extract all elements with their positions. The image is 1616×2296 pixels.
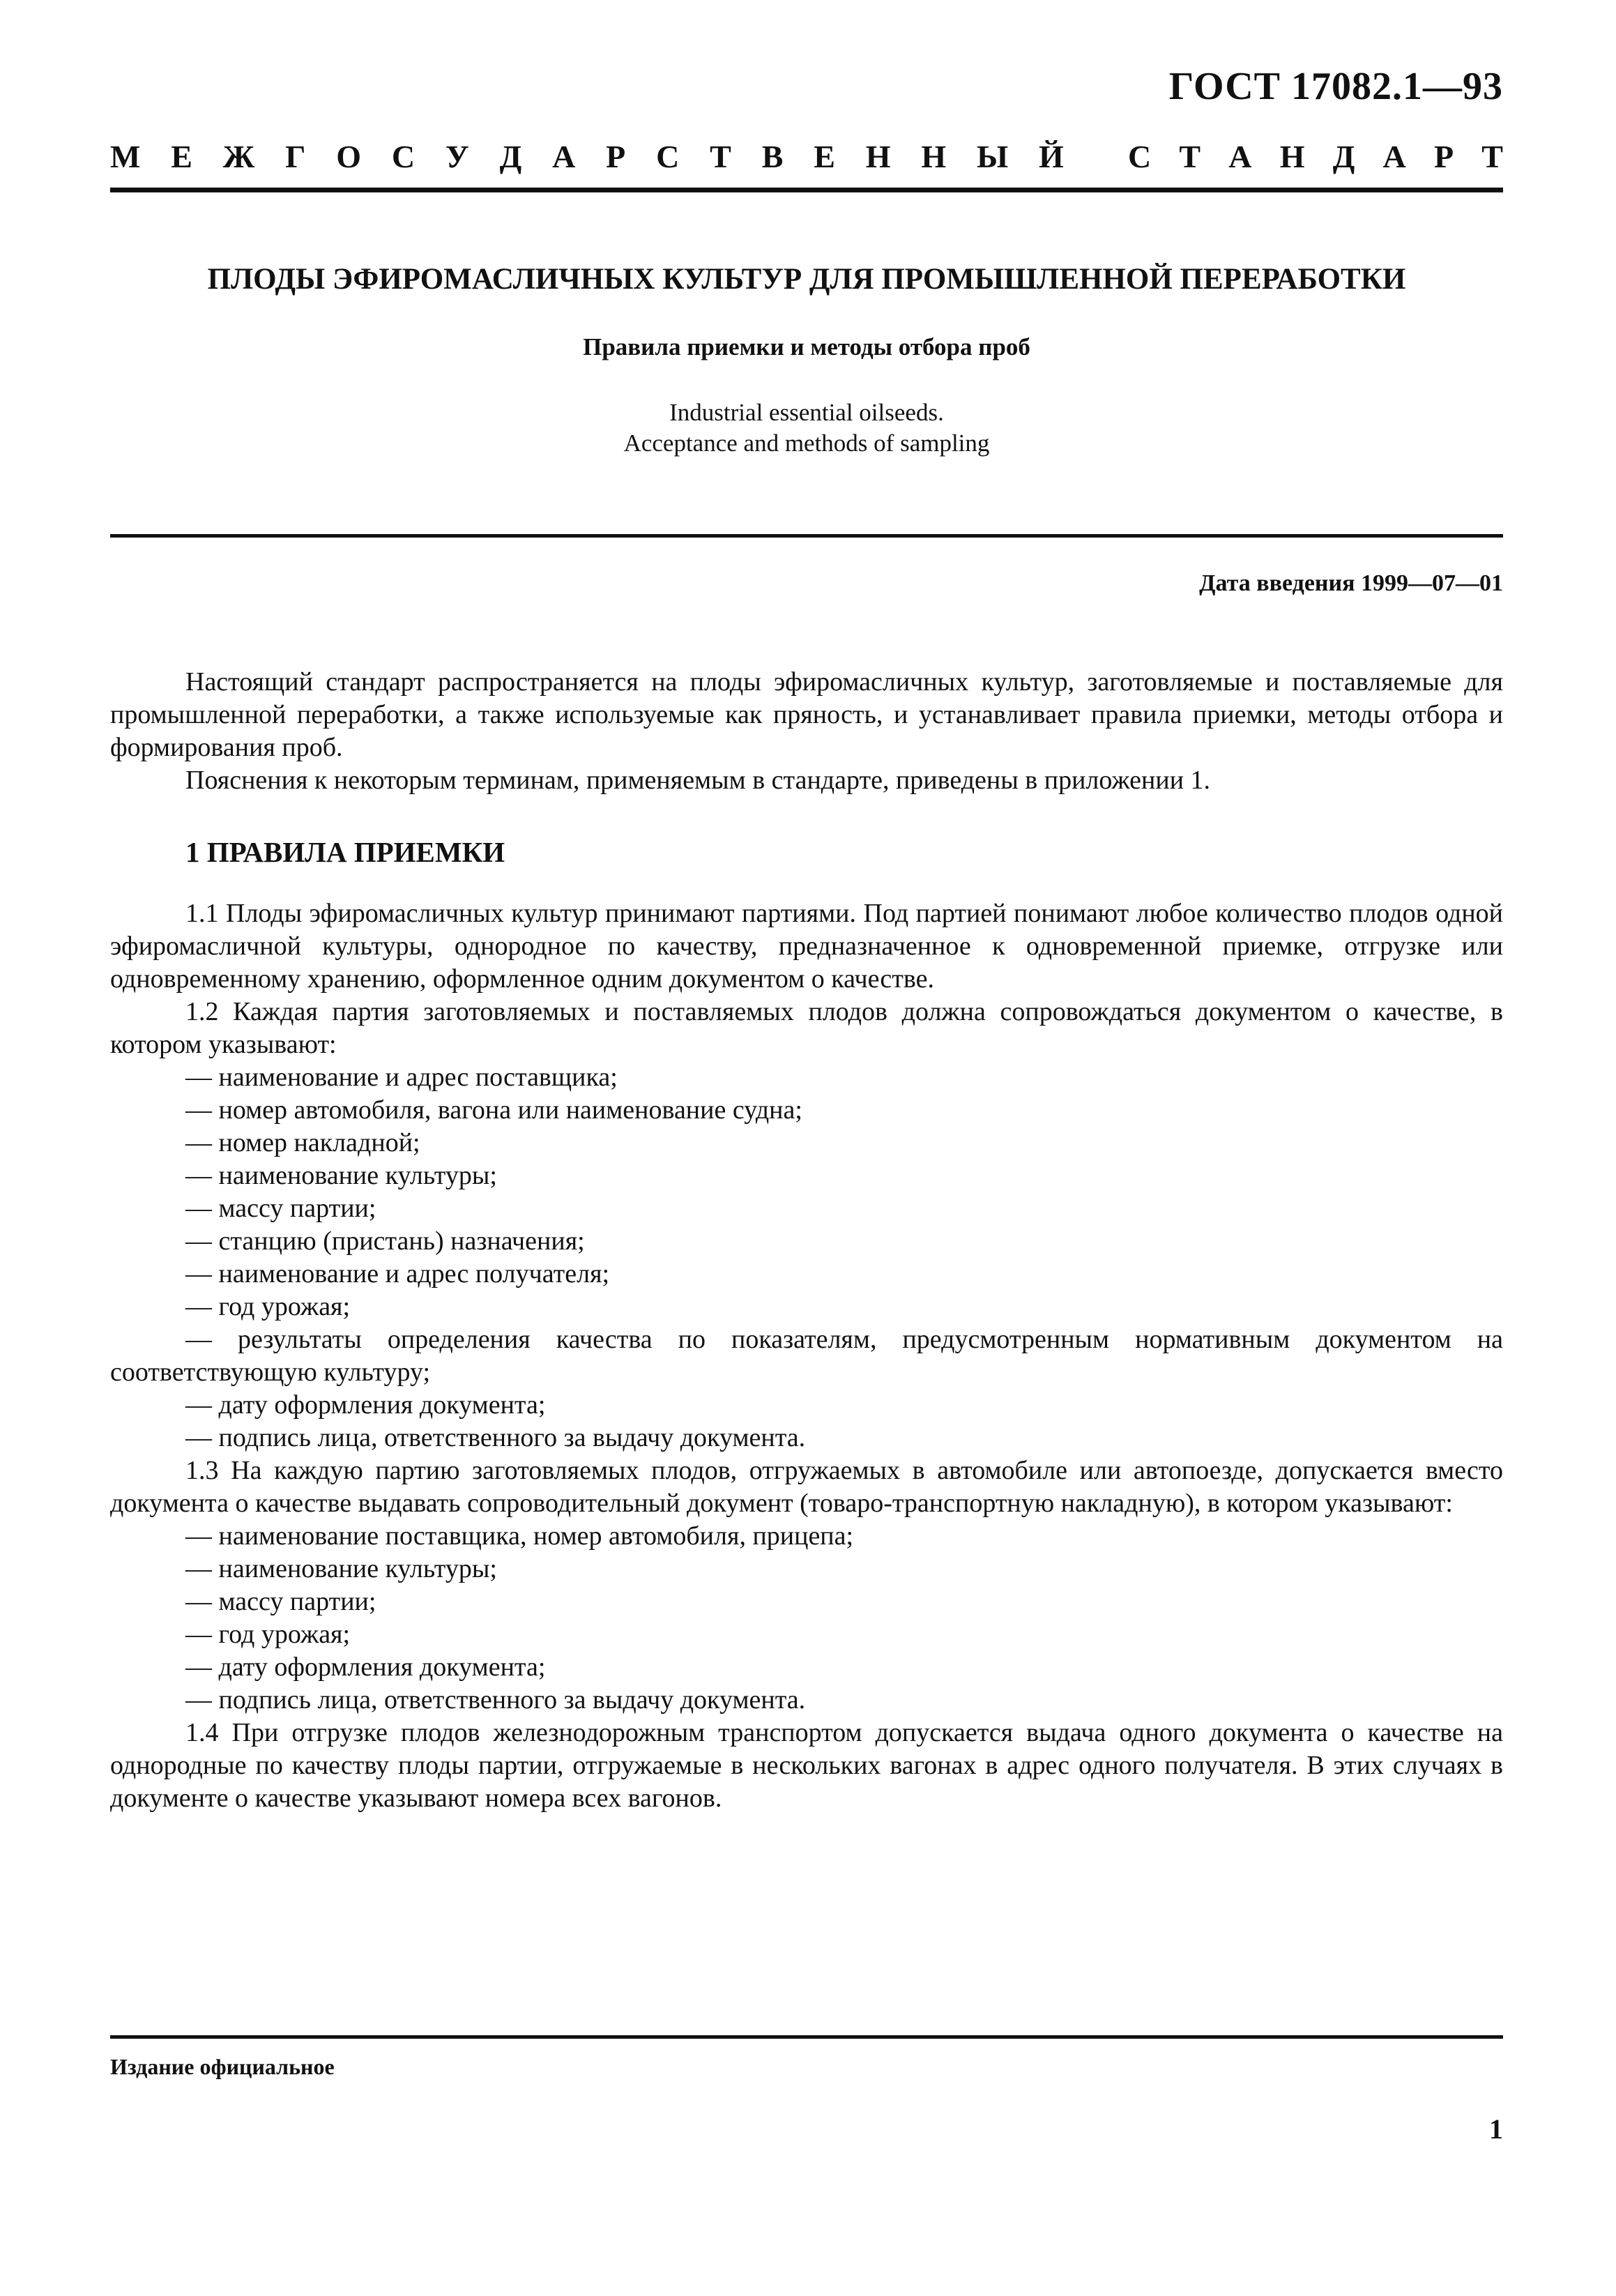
banner-letter: Н bbox=[1279, 139, 1305, 174]
banner-letter: У bbox=[445, 139, 469, 174]
list-item: — наименование культуры; bbox=[185, 1161, 497, 1190]
introduction-date: Дата введения 1999—07—01 bbox=[1199, 570, 1503, 596]
list-item: — станцию (пристань) назначения; bbox=[185, 1226, 585, 1256]
banner-letter: А bbox=[1382, 139, 1406, 174]
footer-divider bbox=[110, 2035, 1503, 2039]
banner-letter: Д bbox=[1332, 139, 1355, 174]
banner-letter: Т bbox=[1179, 139, 1201, 174]
banner-letter: Р bbox=[606, 139, 626, 174]
interstate-word bbox=[110, 138, 1064, 175]
intro-text bbox=[110, 666, 1503, 797]
banner-letter: В bbox=[761, 139, 784, 174]
list-item: — массу партии; bbox=[185, 1194, 376, 1223]
banner-letter: А bbox=[1228, 139, 1252, 174]
section-1-text bbox=[110, 897, 1503, 1815]
list-item: — подпись лица, ответственного за выдачу документа. bbox=[185, 1423, 806, 1452]
list-item: — наименование поставщика, номер автомобиля, прицепа; bbox=[185, 1521, 854, 1551]
document-subtitle: Правила приемки и методы отбора проб bbox=[583, 333, 1030, 360]
banner-letter: М bbox=[110, 139, 141, 174]
english-title-line2: Acceptance and methods of sampling bbox=[623, 429, 990, 457]
title-divider bbox=[110, 534, 1503, 538]
banner-letter: Е bbox=[814, 139, 835, 174]
list-item: — наименование культуры; bbox=[185, 1554, 497, 1583]
interstate-standard-banner bbox=[110, 138, 1503, 175]
banner-letter: Т bbox=[710, 139, 731, 174]
list-item: — подпись лица, ответственного за выдачу документа. bbox=[185, 1685, 806, 1715]
standard-word bbox=[1128, 138, 1503, 175]
banner-letter: Н bbox=[865, 139, 891, 174]
list-item: — номер автомобиля, вагона или наименование судна; bbox=[185, 1095, 802, 1125]
list-item: — результаты определения качества по показателям, предусмотренным нормативным документом на соответствующую культуру; bbox=[110, 1325, 1503, 1387]
banner-letter: Д bbox=[499, 139, 522, 174]
intro-paragraph: Настоящий стандарт распространяется на плоды эфиромасличных культур, заготовляемые и поставляемые для промышленной переработки, а также используемые как пряность, и устанавливает правила приемки, методы отбора и формирования проб. bbox=[110, 667, 1503, 762]
list-item: — номер накладной; bbox=[185, 1128, 420, 1157]
banner-letter: Р bbox=[1433, 139, 1454, 174]
intro-paragraph: Пояснения к некоторым терминам, применяемым в стандарте, приведены в приложении 1. bbox=[185, 766, 1211, 795]
english-title-line1: Industrial essential oilseeds. bbox=[669, 399, 944, 426]
header-divider bbox=[110, 188, 1503, 192]
banner-letter: Ж bbox=[222, 139, 255, 174]
document-page bbox=[110, 0, 1503, 2296]
list-item: — дату оформления документа; bbox=[185, 1652, 546, 1682]
document-title: ПЛОДЫ ЭФИРОМАСЛИЧНЫХ КУЛЬТУР ДЛЯ ПРОМЫШЛЕННОЙ ПЕРЕРАБОТКИ bbox=[207, 263, 1406, 296]
banner-letter: Н bbox=[921, 139, 947, 174]
official-edition-note: Издание официальное bbox=[110, 2054, 335, 2079]
list-item: — дату оформления документа; bbox=[185, 1390, 546, 1420]
banner-letter: Г bbox=[285, 139, 306, 174]
banner-letter: С bbox=[656, 139, 680, 174]
list-item: — год урожая; bbox=[185, 1292, 351, 1321]
banner-letter: С bbox=[391, 139, 416, 174]
clause-1-2: 1.2 Каждая партия заготовляемых и поставляемых плодов должна сопровождаться документом о качестве, в котором указывают: bbox=[110, 997, 1503, 1059]
english-title bbox=[110, 397, 1503, 459]
gost-code: ГОСТ 17082.1—93 bbox=[1168, 65, 1503, 108]
list-item: — наименование и адрес получателя; bbox=[185, 1259, 610, 1288]
banner-letter: С bbox=[1128, 139, 1152, 174]
page-number: 1 bbox=[1489, 2113, 1503, 2145]
clause-1-4: 1.4 При отгрузке плодов железнодорожным транспортом допускается выдача одного документа о качестве на однородные по качеству плоды партии, отгружаемые в нескольких вагонах в адрес одного получателя. В этих случаях в документе о качестве указывают номера всех вагонов. bbox=[110, 1718, 1503, 1813]
list-item: — год урожая; bbox=[185, 1620, 351, 1649]
banner-letter: О bbox=[336, 139, 362, 174]
clause-1-1: 1.1 Плоды эфиромасличных культур принимают партиями. Под партией понимают любое количество плодов одной эфиромасличной культуры, однородное по качеству, предназначенное к одновременной приемке, отгрузке или одновременному хранению, оформленное одним документом о качестве. bbox=[110, 899, 1503, 994]
banner-letter: Т bbox=[1481, 139, 1503, 174]
banner-letter: Е bbox=[171, 139, 192, 174]
banner-letter: Й bbox=[1039, 139, 1064, 174]
section-heading: 1 ПРАВИЛА ПРИЕМКИ bbox=[185, 836, 505, 868]
list-item: — наименование и адрес поставщика; bbox=[185, 1063, 618, 1092]
clause-1-3: 1.3 На каждую партию заготовляемых плодов, отгружаемых в автомобиле или автопоезде, допускается вместо документа о качестве выдавать сопроводительный документ (товаро-транспортную накладную), в котором указывают: bbox=[110, 1456, 1503, 1518]
banner-letter: А bbox=[552, 139, 576, 174]
list-item: — массу партии; bbox=[185, 1587, 376, 1616]
banner-letter: Ы bbox=[977, 139, 1009, 174]
